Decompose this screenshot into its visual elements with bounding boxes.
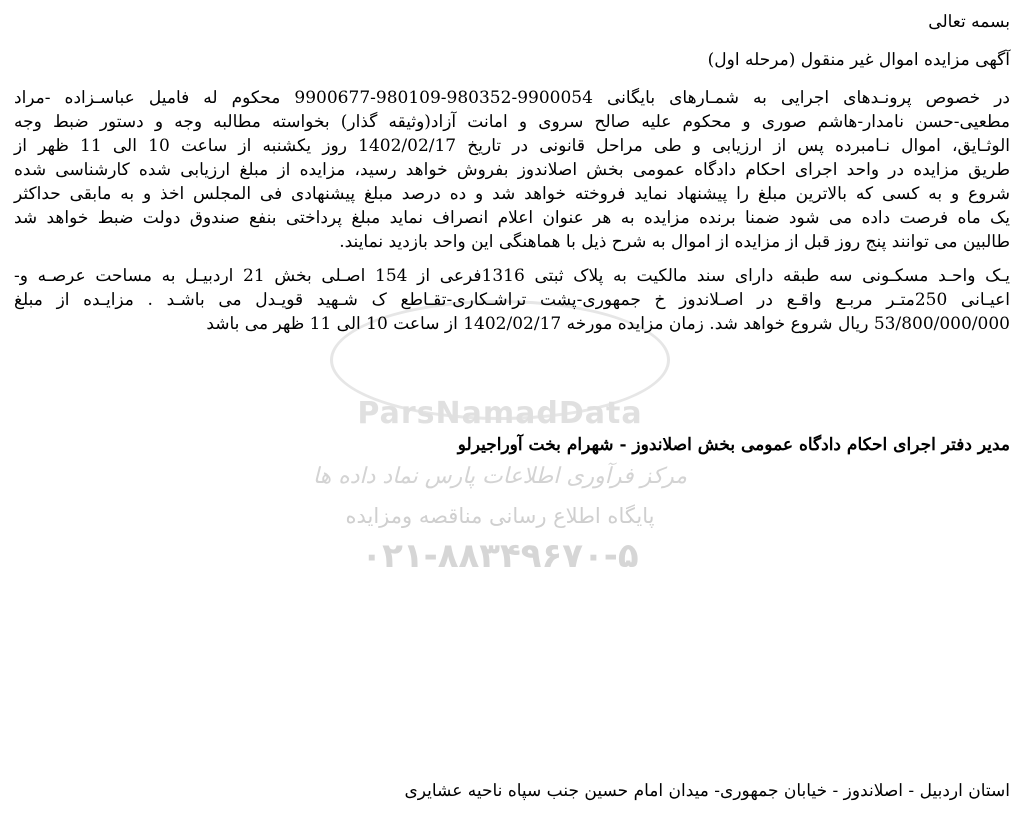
paragraph-2-line: اعیـانی 250متـر مربـع واقـع در اصـلاندوز خ جمهوری-پشت تراشـکاری-تقـاطع ک شـهید قویـدل می باشـد . مزایـده از مبلغ [14,290,1010,310]
paragraph-1-line: یک ماه فرصت داده می شود ضمنا برنده مزایده به هر عنوان اعلام انصراف نماید مبلغ پرداختی بنفع صندوق دولت ضبط خواهد شد [14,208,1010,228]
watermark-brand: ParsNamadData [357,396,643,431]
watermark-line-2: پایگاه اطلاع رسانی مناقصه ومزایده [345,504,655,528]
watermark-line-1: مرکز فرآوری اطلاعات پارس نماد داده ها [312,464,688,489]
paragraph-1-line: طالبین می توانند پنج روز قبل از مزایده از اموال به شرح ذیل با هماهنگی این واحد بازدید نمایند. [339,232,1010,252]
paragraph-2-line: 53/800/000/000 ریال شروع خواهد شد. زمان مزایده مورخه 1402/02/17 از ساعت 10 الی 11 ظهر می باشد [206,314,1010,334]
footer-address: استان اردبیل - اصلاندوز - خیابان جمهوری- میدان امام حسین جنب سپاه ناحیه عشایری [404,781,1010,801]
signature: مدیر دفتر اجرای احکام دادگاه عمومی بخش اصلاندوز - شهرام بخت آوراجیرلو [457,435,1010,455]
paragraph-1-line: شروع و به کسی که بالاترین مبلغ را پیشنهاد نماید فروخته خواهد شد و ده درصد مبلغ پیشنهادی فی المجلس اخذ و به مابقی حداکثر [14,184,1010,204]
invocation: بسمه تعالی [928,12,1010,32]
paragraph-2-line: یـک واحـد مسکـونی سه طبقه دارای سند مالکیت به پلاک ثبتی 1316فرعی از 154 اصـلی بخش 21 اردبیـل به مساحت عرصـه و- [14,266,1011,286]
notice-document [8,4,1016,812]
paragraph-1-line: طریق مزایده در واحد اجرای احکام دادگاه عمومی بخش اصلاندوز بفروش خواهد رسید، مزایده از مبلغ ارزیابی شده کارشناسی شده [14,160,1010,180]
paragraph-1-line: مطعیی-حسن نامدار-هاشم صوری و محکوم علیه صالح سروی و امانت آزاد(وثیقه گذار) بخواسته مطالبه وجه و دستور ضبط وجه [14,112,1010,132]
paragraph-1-line: الوثـایق، اموال نـامبرده پس از ارزیابی و طی مراحل قانونی در تاریخ 1402/02/17 روز یکشنبه از ساعت 10 الی 11 ظهر از [14,136,1011,156]
paragraph-1-line: در خصوص پرونـدهای اجرایی به شمـارهای بایگانی 9900054-980352-980109-9900677 محکوم له فامیل عباسـزاده -مراد [14,88,1010,108]
watermark-phone: ۰۲۱-۸۸۳۴۹۶۷۰-۵ [361,536,639,576]
notice-title: آگهی مزایده اموال غیر منقول (مرحله اول) [707,50,1010,70]
